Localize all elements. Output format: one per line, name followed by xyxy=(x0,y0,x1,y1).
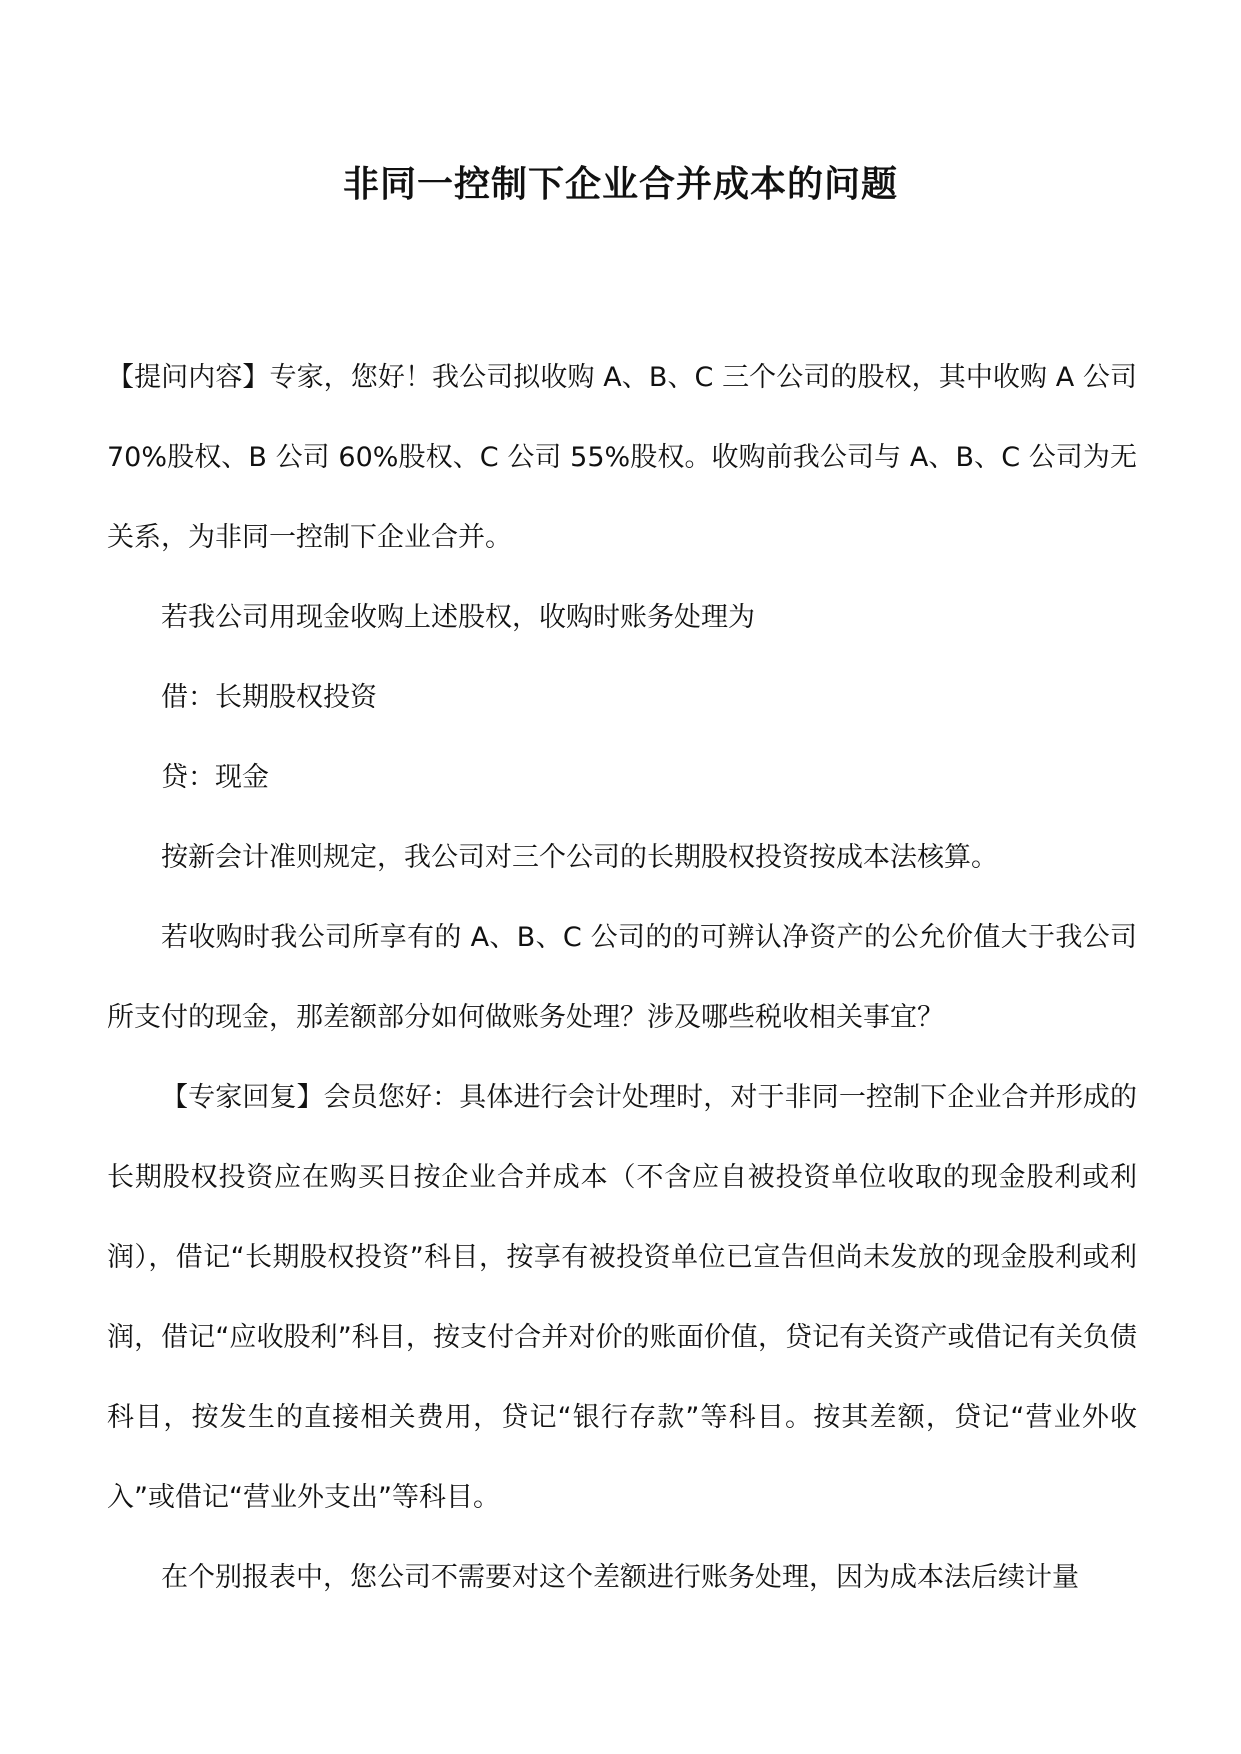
separate-statement-paragraph: 在个别报表中，您公司不需要对这个差额进行账务处理，因为成本法后续计量 xyxy=(161,1562,1079,1593)
question-paragraph: 【提问内容】专家，您好！我公司拟收购 A、B、C 三个公司的股权，其中收购 A 公司 70%股权、B 公司 60%股权、C 公司 55%股权。收购前我公司与 A、B、C 公司为无关系，为非同一控制下企业合并。 xyxy=(107,362,1137,553)
document-body xyxy=(107,338,1137,1618)
difference-question-paragraph: 若收购时我公司所享有的 A、B、C 公司的的可辨认净资产的公允价值大于我公司所支付的现金，那差额部分如何做账务处理？涉及哪些税收相关事宜？ xyxy=(107,922,1137,1033)
document-title: 非同一控制下企业合并成本的问题 xyxy=(342,163,898,205)
expert-reply-paragraph: 【专家回复】会员您好：具体进行会计处理时，对于非同一控制下企业合并形成的长期股权投资应在购买日按企业合并成本（不含应自被投资单位收取的现金股利或利润），借记“长期股权投资”科目，按享有被投资单位已宣告但尚未发放的现金股利或利润，借记“应收股利”科目，按支付合并对价的账面价值，贷记有关资产或借记有关负债科目，按发生的直接相关费用，贷记“银行存款”等科目。按其差额，贷记“营业外收入”或借记“营业外支出”等科目。 xyxy=(107,1082,1137,1513)
cash-purchase-paragraph: 若我公司用现金收购上述股权，收购时账务处理为 xyxy=(161,602,755,633)
cost-method-paragraph: 按新会计准则规定，我公司对三个公司的长期股权投资按成本法核算。 xyxy=(161,842,998,873)
credit-entry-line: 贷：现金 xyxy=(161,762,269,793)
debit-entry-line: 借：长期股权投资 xyxy=(161,682,377,713)
